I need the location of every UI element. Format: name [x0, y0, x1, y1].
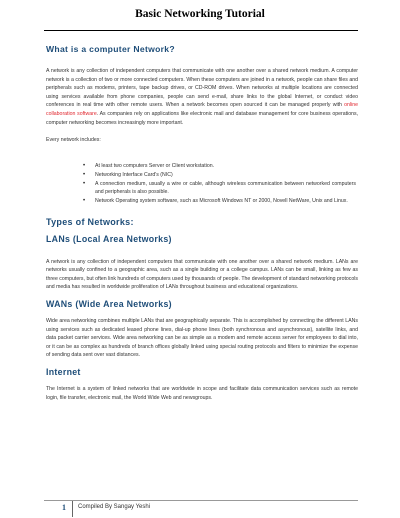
paragraph-every-network: Every network includes:: [46, 137, 101, 144]
list-item: [83, 162, 358, 170]
document-body: [46, 36, 358, 402]
bullet-icon: •: [83, 162, 86, 169]
paragraph-internet: The Internet is a system of linked networks that are worldwide in scope and facilitate data communication services such as remote login, file transfer, electronic mail, the World Wide Web and newsgroups.: [46, 385, 358, 401]
bullet-icon: •: [83, 180, 86, 187]
collaboration-software-link[interactable]: online collaboration software: [46, 102, 358, 117]
list-item-text: A connection medium, usually a wire or cable, although wireless communication between networked computers and peripherals is also possible.: [95, 180, 356, 196]
heading-wans: WANs (Wide Area Networks): [46, 298, 172, 309]
paragraph-network-definition: [46, 67, 358, 127]
list-item: [83, 180, 358, 197]
title-divider: [44, 30, 358, 31]
bullet-icon: •: [83, 198, 86, 205]
paragraph-lans: A network is any collection of independent computers that communicate with one another over a shared network medium. LANs are networks usually confined to a geographic area, such as a single building or a college campus. LANs can be small, linking as few as three computers, but often link hundreds of computers used by thousands of people. The development of standard networking protocols and media has resulted in worldwide proliferation of LANs throughout business and educational organizations.: [46, 258, 358, 291]
list-item-text: Networking Interface Card's (NIC): [95, 171, 173, 178]
page-footer: [62, 501, 362, 517]
list-item: [83, 197, 358, 205]
paragraph-text: A network is any collection of independent computers that communicate with one another over a shared network medium. A computer network is a collection of two or more connected computers. When these computers are joined in a network, people can share files and peripherals such as modems, printers, tape backup drives, or CD-ROM drives. When networks at multiple locations are connected using services available from phone companies, people can send e-mail, share links to the global Internet, or conduct video conferences in real time with other remote users. When a network becomes open sourced it can be managed properly with: [46, 68, 358, 109]
footer-separator: [72, 501, 73, 517]
bullet-icon: •: [83, 171, 86, 178]
heading-lans: LANs (Local Area Networks): [46, 233, 172, 244]
list-item: [83, 171, 358, 179]
footer-credit: Compiled By Sangay Yeshi: [78, 504, 151, 510]
page-number: 1: [62, 503, 66, 512]
paragraph-text: . As companies rely on applications like electronic mail and database management for core business operations, computer networking becomes increasingly more important.: [46, 110, 358, 126]
network-components-list: [46, 162, 358, 206]
paragraph-wans: Wide area networking combines multiple LANs that are geographically separate. This is accomplished by connecting the different LANs using services such as dedicated leased phone lines, dial-up phone lines (both synchronous and asynchronous), satellite links, and data packet carrier services. Wide area networking can be as simple as a modem and remote access server for employees to dial into, or it can be as complex as hundreds of branch offices globally linked using special routing protocols and filters to minimize the expense of sending data sent over vast distances.: [46, 317, 358, 359]
heading-computer-network: What is a computer Network?: [46, 44, 175, 54]
list-item-text: Network Operating system software, such as Microsoft Windows NT or 2000, Novell NetWare, Unix and Linux.: [95, 198, 348, 205]
document-title: Basic Networking Tutorial: [135, 8, 265, 20]
heading-internet: Internet: [46, 366, 81, 377]
list-item-text: At least two computers Server or Client workstation.: [95, 162, 215, 169]
heading-types-of-networks: Types of Networks:: [46, 216, 134, 227]
